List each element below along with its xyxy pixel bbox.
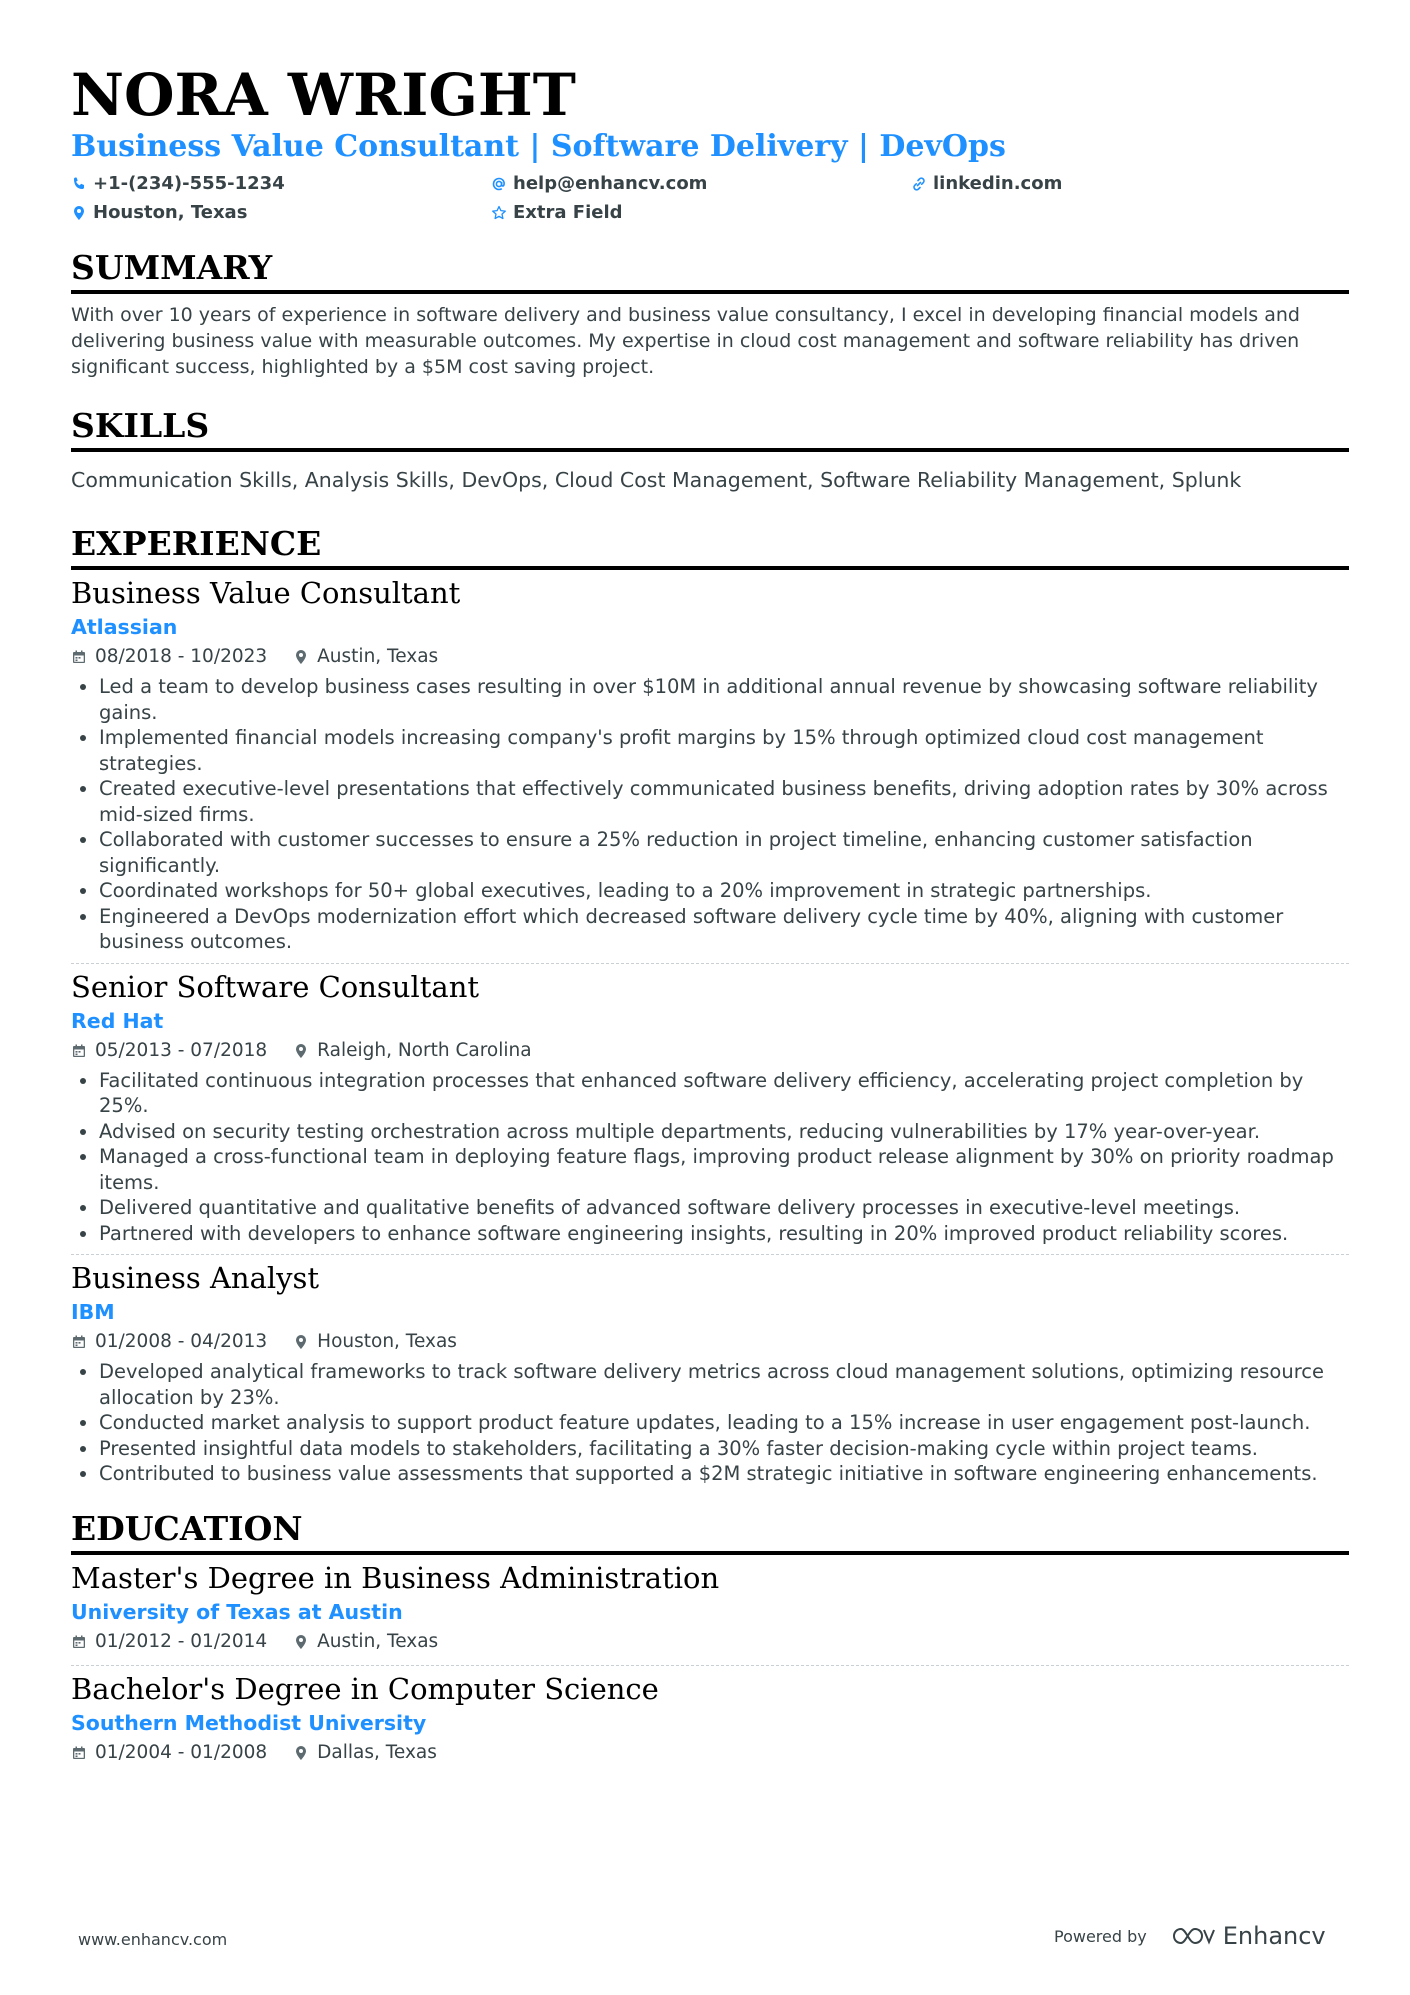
experience-entry [71, 574, 1349, 964]
contact-phone-text: +1-(234)-555-1234 [93, 173, 285, 194]
company-name: IBM [71, 1300, 115, 1324]
job-meta [71, 1327, 1349, 1357]
bullet-item: • Implemented financial models increasing company's profit margins by 15% through optimized cloud cost management strategies. [99, 725, 1349, 776]
education-heading: EDUCATION [71, 1509, 1349, 1555]
bullet-item: • Facilitated continuous integration processes that enhanced software delivery efficiency, accelerating project completion by 25%. [99, 1068, 1349, 1119]
bullet-item: • Coordinated workshops for 50+ global executives, leading to a 20% improvement in strategic partnerships. [99, 878, 1349, 904]
location-pin-icon [293, 1334, 309, 1350]
resume-page [71, 62, 1349, 1776]
education-location: Dallas, Texas [317, 1741, 437, 1763]
location-pin-icon [293, 649, 309, 665]
skills-text: Communication Skills, Analysis Skills, DevOps, Cloud Cost Management, Software Reliability Management, Splunk [71, 468, 1242, 492]
contact-linkedin[interactable] [911, 170, 1331, 197]
experience-entry [71, 968, 1349, 1256]
contact-email[interactable] [491, 170, 911, 197]
calendar-icon [71, 1334, 87, 1350]
enhancv-logo-icon [1171, 1925, 1217, 1947]
job-meta [71, 1036, 1349, 1066]
footer-branding [1054, 1922, 1326, 1950]
bullet-item: • Developed analytical frameworks to track software delivery metrics across cloud management solutions, optimizing resource allocation by 23%. [99, 1359, 1349, 1410]
contact-extra-field [491, 199, 911, 226]
job-location-wrap [293, 1327, 457, 1357]
job-dates: 05/2013 - 07/2018 [95, 1039, 268, 1061]
location-pin-icon [293, 1043, 309, 1059]
education-entry [71, 1670, 1349, 1776]
contact-location [71, 199, 491, 226]
link-icon [911, 176, 927, 192]
bullet-item: • Presented insightful data models to stakeholders, facilitating a 30% faster decision-making cycle within project teams. [99, 1436, 1349, 1462]
experience-section [71, 524, 1349, 1495]
bullet-item: • Delivered quantitative and qualitative benefits of advanced software delivery processes in executive-level meetings. [99, 1195, 1349, 1221]
contact-phone[interactable] [71, 170, 491, 197]
calendar-icon [71, 1043, 87, 1059]
powered-by-label: Powered by [1054, 1926, 1147, 1946]
experience-entry [71, 1259, 1349, 1495]
job-dates: 01/2008 - 04/2013 [95, 1331, 268, 1352]
education-meta [71, 1627, 1349, 1657]
job-meta [71, 642, 1349, 672]
school-name: University of Texas at Austin [71, 1599, 403, 1624]
education-location-wrap [293, 1627, 438, 1657]
degree-title: Bachelor's Degree in Computer Science [71, 1671, 659, 1706]
skills-section [71, 406, 1349, 494]
job-bullets [71, 674, 1349, 955]
bullet-item: • Managed a cross-functional team in deploying feature flags, improving product release alignment by 30% on priority roadmap items. [99, 1144, 1349, 1195]
location-pin-icon [71, 205, 87, 221]
location-pin-icon [293, 1634, 309, 1650]
contact-email-text: help@enhancv.com [513, 173, 708, 194]
summary-text: With over 10 years of experience in software delivery and business value consultancy, I excel in developing financial models and delivering business value with measurable outcomes. My expertise in cloud cost management and software reliability has driven significant success, highlighted by a $5M cost saving project. [71, 304, 1300, 378]
candidate-name: NORA WRIGHT [71, 61, 576, 129]
bullet-item: • Advised on security testing orchestration across multiple departments, reducing vulnerabilities by 17% year-over-year. [99, 1119, 1349, 1145]
experience-heading: EXPERIENCE [71, 524, 1349, 570]
skills-heading: SKILLS [71, 406, 1349, 452]
job-bullets [71, 1359, 1349, 1487]
contact-info [71, 170, 1349, 226]
calendar-icon [71, 1634, 87, 1650]
phone-icon [71, 176, 87, 192]
job-dates: 08/2018 - 10/2023 [95, 646, 268, 667]
enhancv-logo[interactable] [1171, 1922, 1326, 1950]
contact-extra-field-text: Extra Field [513, 202, 623, 223]
job-location: Houston, Texas [317, 1331, 457, 1352]
bullet-item: • Created executive-level presentations that effectively communicated business benefits, driving adoption rates by 30% across mid-sized firms. [99, 776, 1349, 827]
bullet-item: • Collaborated with customer successes to ensure a 25% reduction in project timeline, enhancing customer satisfaction significantly. [99, 827, 1349, 878]
contact-linkedin-text: linkedin.com [933, 173, 1063, 194]
footer-website-link[interactable]: www.enhancv.com [78, 1930, 228, 1949]
job-title: Business Analyst [71, 1261, 320, 1295]
company-name: Atlassian [71, 615, 178, 639]
bullet-item: • Engineered a DevOps modernization effort which decreased software delivery cycle time by 40%, aligning with customer business outcomes. [99, 904, 1349, 955]
summary-section [71, 248, 1349, 380]
location-pin-icon [293, 1745, 309, 1761]
enhancv-brand-text: Enhancv [1222, 1922, 1326, 1950]
education-section [71, 1509, 1349, 1776]
education-meta [71, 1738, 1349, 1768]
education-dates: 01/2004 - 01/2008 [95, 1741, 268, 1763]
job-location-wrap [293, 1036, 531, 1066]
contact-location-text: Houston, Texas [93, 202, 248, 223]
at-icon [491, 176, 507, 192]
bullet-item: • Conducted market analysis to support product feature updates, leading to a 15% increase in user engagement post-launch. [99, 1410, 1349, 1436]
job-bullets [71, 1068, 1349, 1247]
star-icon [491, 205, 507, 221]
education-entry [71, 1559, 1349, 1666]
education-location-wrap [293, 1738, 437, 1768]
bullet-item: • Contributed to business value assessments that supported a $2M strategic initiative in software engineering enhancements. [99, 1461, 1349, 1487]
calendar-icon [71, 649, 87, 665]
school-name: Southern Methodist University [71, 1710, 427, 1735]
bullet-item: • Partnered with developers to enhance software engineering insights, resulting in 20% improved product reliability scores. [99, 1221, 1349, 1247]
bullet-item: • Led a team to develop business cases resulting in over $10M in additional annual revenue by showcasing software reliability gains. [99, 674, 1349, 725]
summary-heading: SUMMARY [71, 248, 1349, 294]
job-location: Austin, Texas [317, 646, 439, 667]
job-location: Raleigh, North Carolina [317, 1039, 532, 1061]
education-dates: 01/2012 - 01/2014 [95, 1630, 268, 1652]
candidate-tagline: Business Value Consultant | Software Delivery | DevOps [71, 129, 1006, 164]
degree-title: Master's Degree in Business Administration [71, 1560, 720, 1595]
job-title: Senior Software Consultant [71, 969, 480, 1004]
job-title: Business Value Consultant [71, 576, 461, 610]
calendar-icon [71, 1745, 87, 1761]
company-name: Red Hat [71, 1008, 164, 1033]
job-location-wrap [293, 642, 438, 672]
education-location: Austin, Texas [317, 1630, 439, 1652]
